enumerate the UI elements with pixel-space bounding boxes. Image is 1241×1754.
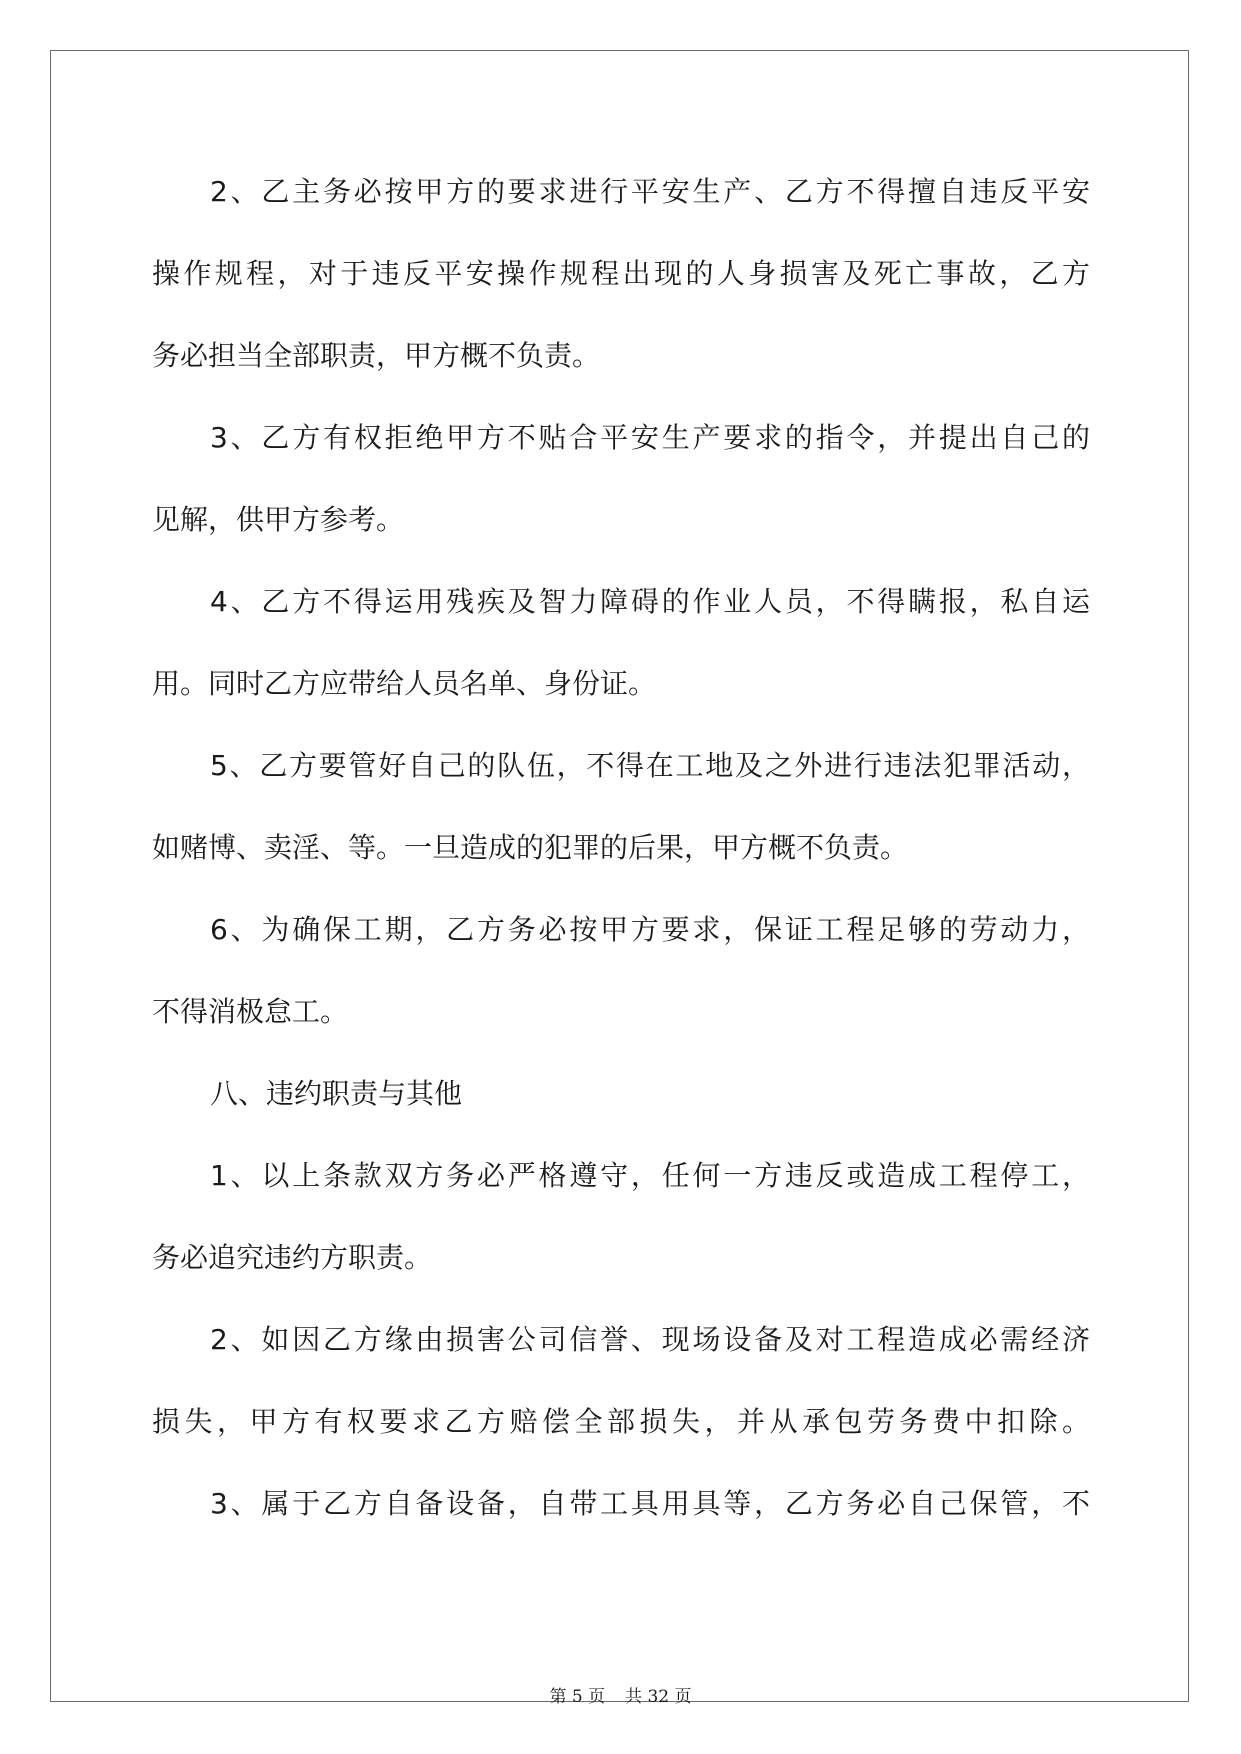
paragraph-line: 损失，甲方有权要求乙方赔偿全部损失，并从承包劳务费中扣除。 xyxy=(152,1405,1090,1438)
paragraph-line: 务必担当全部职责，甲方概不负责。 xyxy=(152,339,601,372)
paragraph-line: 务必追究违约方职责。 xyxy=(152,1241,433,1274)
paragraph-line: 不得消极怠工。 xyxy=(152,995,349,1028)
section-heading: 八、违约职责与其他 xyxy=(210,1077,463,1110)
page-total: 共 32 页 xyxy=(625,1687,692,1707)
paragraph-line: 4、乙方不得运用残疾及智力障碍的作业人员，不得瞒报，私自运 xyxy=(210,585,1090,618)
paragraph-line: 用。同时乙方应带给人员名单、身份证。 xyxy=(152,667,657,700)
paragraph-line: 2、如因乙方缘由损害公司信誉、现场设备及对工程造成必需经济 xyxy=(210,1323,1090,1356)
paragraph-line: 5、乙方要管好自己的队伍，不得在工地及之外进行违法犯罪活动， xyxy=(210,749,1090,782)
paragraph-line: 3、属于乙方自备设备，自带工具用具等，乙方务必自己保管，不 xyxy=(210,1487,1090,1520)
paragraph-line: 1、以上条款双方务必严格遵守，任何一方违反或造成工程停工， xyxy=(210,1159,1090,1192)
paragraph-line: 见解，供甲方参考。 xyxy=(152,503,405,536)
paragraph-line: 2、乙主务必按甲方的要求进行平安生产、乙方不得擅自违反平安 xyxy=(210,175,1090,208)
paragraph-line: 操作规程，对于违反平安操作规程出现的人身损害及死亡事故，乙方 xyxy=(152,257,1090,290)
page-footer xyxy=(0,1682,1241,1707)
paragraph-line: 3、乙方有权拒绝甲方不贴合平安生产要求的指令，并提出自己的 xyxy=(210,421,1090,454)
page-border xyxy=(50,50,1189,1702)
page-number: 第 5 页 xyxy=(549,1687,606,1707)
paragraph-line: 6、为确保工期，乙方务必按甲方要求，保证工程足够的劳动力， xyxy=(210,913,1090,946)
paragraph-line: 如赌博、卖淫、等。一旦造成的犯罪的后果，甲方概不负责。 xyxy=(152,831,909,864)
